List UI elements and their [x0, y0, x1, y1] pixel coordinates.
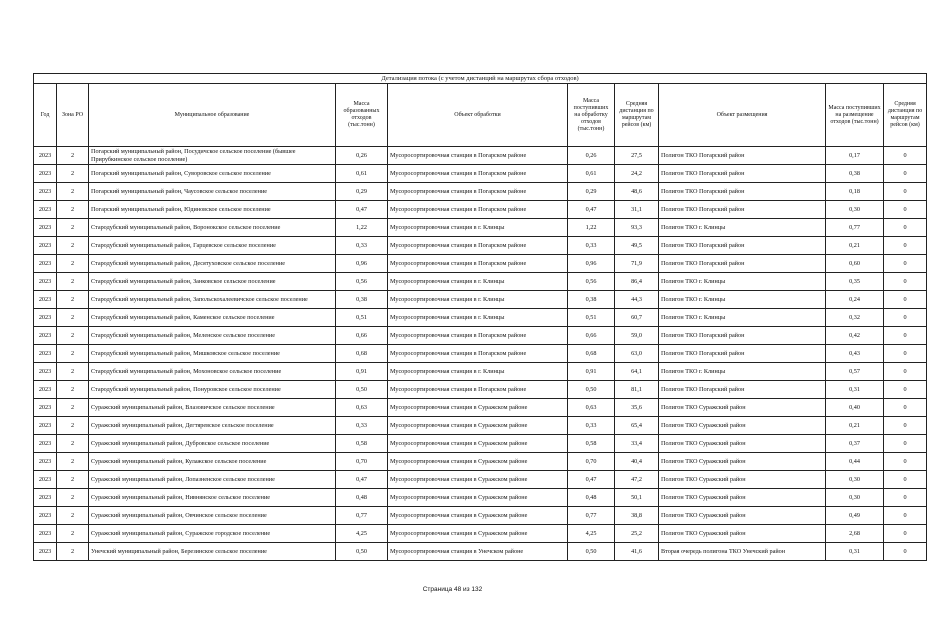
placement-object-cell: Полигон ТКО Погарский район [659, 237, 826, 255]
table-row [34, 543, 927, 561]
zone-cell: 2 [57, 219, 89, 237]
zone-cell: 2 [57, 471, 89, 489]
mass-generated-cell: 0,50 [336, 543, 388, 561]
year-cell: 2023 [34, 507, 57, 525]
avg-distance-2-cell: 0 [884, 381, 927, 399]
year-cell: 2023 [34, 399, 57, 417]
avg-distance-cell: 25,2 [615, 525, 659, 543]
table-row [34, 471, 927, 489]
mass-to-processing-cell: 0,70 [568, 453, 615, 471]
processing-object-cell: Мусоросортировочная станция в Унечском районе [388, 543, 568, 561]
avg-distance-2-cell: 0 [884, 471, 927, 489]
mass-to-processing-cell: 0,26 [568, 147, 615, 165]
mass-to-placement-cell: 2,68 [826, 525, 884, 543]
year-cell: 2023 [34, 147, 57, 165]
mass-generated-cell: 0,47 [336, 471, 388, 489]
municipality-cell: Погарский муниципальный район, Чаусовское сельское поселение [89, 183, 336, 201]
avg-distance-2-cell: 0 [884, 453, 927, 471]
avg-distance-2-cell: 0 [884, 165, 927, 183]
avg-distance-cell: 59,0 [615, 327, 659, 345]
mass-generated-cell: 0,96 [336, 255, 388, 273]
table-row [34, 363, 927, 381]
zone-cell: 2 [57, 183, 89, 201]
processing-object-cell: Мусоросортировочная станция в г. Клинцы [388, 273, 568, 291]
avg-distance-2-cell: 0 [884, 543, 927, 561]
avg-distance-cell: 93,3 [615, 219, 659, 237]
processing-object-cell: Мусоросортировочная станция в Суражском районе [388, 435, 568, 453]
avg-distance-cell: 31,1 [615, 201, 659, 219]
avg-distance-cell: 24,2 [615, 165, 659, 183]
year-cell: 2023 [34, 363, 57, 381]
placement-object-cell: Полигон ТКО Суражский район [659, 399, 826, 417]
year-cell: 2023 [34, 543, 57, 561]
placement-object-cell: Полигон ТКО Суражский район [659, 453, 826, 471]
zone-cell: 2 [57, 525, 89, 543]
header-avg-distance: Средняя дистанция по маршрутам рейсов (км) [615, 84, 659, 147]
mass-generated-cell: 0,56 [336, 273, 388, 291]
municipality-cell: Стародубский муниципальный район, Каменское сельское поселение [89, 309, 336, 327]
year-cell: 2023 [34, 165, 57, 183]
zone-cell: 2 [57, 291, 89, 309]
mass-to-processing-cell: 0,33 [568, 237, 615, 255]
mass-generated-cell: 0,63 [336, 399, 388, 417]
mass-generated-cell: 0,48 [336, 489, 388, 507]
placement-object-cell: Полигон ТКО Погарский район [659, 165, 826, 183]
mass-generated-cell: 1,22 [336, 219, 388, 237]
zone-cell: 2 [57, 201, 89, 219]
municipality-cell: Стародубский муниципальный район, Мишковское сельское поселение [89, 345, 336, 363]
table-row [34, 345, 927, 363]
processing-object-cell: Мусоросортировочная станция в Погарском районе [388, 345, 568, 363]
mass-to-placement-cell: 0,60 [826, 255, 884, 273]
placement-object-cell: Полигон ТКО Погарский район [659, 255, 826, 273]
zone-cell: 2 [57, 327, 89, 345]
mass-to-processing-cell: 0,58 [568, 435, 615, 453]
mass-to-processing-cell: 0,38 [568, 291, 615, 309]
year-cell: 2023 [34, 489, 57, 507]
processing-object-cell: Мусоросортировочная станция в г. Клинцы [388, 309, 568, 327]
municipality-cell: Суражский муниципальный район, Дубровское сельское поселение [89, 435, 336, 453]
mass-generated-cell: 0,51 [336, 309, 388, 327]
header-mass-to-placement: Масса поступивших на размещение отходов (тыс.тонн) [826, 84, 884, 147]
placement-object-cell: Полигон ТКО Суражский район [659, 435, 826, 453]
mass-to-processing-cell: 0,77 [568, 507, 615, 525]
processing-object-cell: Мусоросортировочная станция в Суражском районе [388, 417, 568, 435]
municipality-cell: Погарский муниципальный район, Суворовское сельское поселение [89, 165, 336, 183]
mass-to-placement-cell: 0,21 [826, 417, 884, 435]
avg-distance-2-cell: 0 [884, 417, 927, 435]
year-cell: 2023 [34, 201, 57, 219]
zone-cell: 2 [57, 381, 89, 399]
mass-to-placement-cell: 0,21 [826, 237, 884, 255]
table-row [34, 309, 927, 327]
placement-object-cell: Полигон ТКО Погарский район [659, 183, 826, 201]
avg-distance-2-cell: 0 [884, 147, 927, 165]
mass-generated-cell: 0,33 [336, 237, 388, 255]
placement-object-cell: Полигон ТКО Суражский район [659, 507, 826, 525]
mass-to-processing-cell: 1,22 [568, 219, 615, 237]
processing-object-cell: Мусоросортировочная станция в Суражском районе [388, 507, 568, 525]
mass-to-processing-cell: 0,61 [568, 165, 615, 183]
municipality-cell: Суражский муниципальный район, Овчинское сельское поселение [89, 507, 336, 525]
zone-cell: 2 [57, 435, 89, 453]
avg-distance-2-cell: 0 [884, 489, 927, 507]
mass-to-placement-cell: 0,43 [826, 345, 884, 363]
mass-to-placement-cell: 0,35 [826, 273, 884, 291]
mass-generated-cell: 0,38 [336, 291, 388, 309]
mass-to-placement-cell: 0,42 [826, 327, 884, 345]
processing-object-cell: Мусоросортировочная станция в Погарском районе [388, 237, 568, 255]
mass-to-processing-cell: 0,48 [568, 489, 615, 507]
table-row [34, 489, 927, 507]
placement-object-cell: Полигон ТКО Суражский район [659, 525, 826, 543]
zone-cell: 2 [57, 273, 89, 291]
processing-object-cell: Мусоросортировочная станция в Погарском районе [388, 147, 568, 165]
zone-cell: 2 [57, 507, 89, 525]
avg-distance-cell: 35,6 [615, 399, 659, 417]
avg-distance-cell: 47,2 [615, 471, 659, 489]
mass-to-placement-cell: 0,37 [826, 435, 884, 453]
mass-generated-cell: 0,33 [336, 417, 388, 435]
mass-to-placement-cell: 0,18 [826, 183, 884, 201]
year-cell: 2023 [34, 381, 57, 399]
zone-cell: 2 [57, 543, 89, 561]
year-cell: 2023 [34, 327, 57, 345]
mass-to-placement-cell: 0,40 [826, 399, 884, 417]
header-zone: Зона РО [57, 84, 89, 147]
mass-to-processing-cell: 0,96 [568, 255, 615, 273]
placement-object-cell: Полигон ТКО Суражский район [659, 471, 826, 489]
header-mass-to-processing: Масса поступивших на обработку отходов (тыс.тонн) [568, 84, 615, 147]
zone-cell: 2 [57, 417, 89, 435]
placement-object-cell: Полигон ТКО г. Клинцы [659, 363, 826, 381]
avg-distance-2-cell: 0 [884, 309, 927, 327]
mass-to-placement-cell: 0,38 [826, 165, 884, 183]
year-cell: 2023 [34, 471, 57, 489]
placement-object-cell: Полигон ТКО Погарский район [659, 147, 826, 165]
mass-to-processing-cell: 0,91 [568, 363, 615, 381]
avg-distance-2-cell: 0 [884, 435, 927, 453]
municipality-cell: Суражский муниципальный район, Лопазненское сельское поселение [89, 471, 336, 489]
header-municipality: Муниципальное образование [89, 84, 336, 147]
year-cell: 2023 [34, 273, 57, 291]
municipality-cell: Суражский муниципальный район, Суражское городское поселение [89, 525, 336, 543]
table-row [34, 399, 927, 417]
processing-object-cell: Мусоросортировочная станция в Суражском районе [388, 471, 568, 489]
municipality-cell: Суражский муниципальный район, Кулажское сельское поселение [89, 453, 336, 471]
placement-object-cell: Полигон ТКО Погарский район [659, 381, 826, 399]
avg-distance-cell: 86,4 [615, 273, 659, 291]
avg-distance-cell: 38,8 [615, 507, 659, 525]
avg-distance-2-cell: 0 [884, 237, 927, 255]
avg-distance-cell: 81,1 [615, 381, 659, 399]
mass-generated-cell: 0,29 [336, 183, 388, 201]
mass-generated-cell: 0,66 [336, 327, 388, 345]
year-cell: 2023 [34, 255, 57, 273]
municipality-cell: Стародубский муниципальный район, Понуровское сельское поселение [89, 381, 336, 399]
placement-object-cell: Полигон ТКО г. Клинцы [659, 291, 826, 309]
avg-distance-2-cell: 0 [884, 291, 927, 309]
mass-to-processing-cell: 0,50 [568, 543, 615, 561]
municipality-cell: Суражский муниципальный район, Влазовичское сельское поселение [89, 399, 336, 417]
municipality-cell: Стародубский муниципальный район, Занковское сельское поселение [89, 273, 336, 291]
municipality-cell: Унечский муниципальный район, Березинское сельское поселение [89, 543, 336, 561]
mass-to-placement-cell: 0,30 [826, 489, 884, 507]
placement-object-cell: Полигон ТКО г. Клинцы [659, 309, 826, 327]
avg-distance-cell: 71,9 [615, 255, 659, 273]
avg-distance-cell: 64,1 [615, 363, 659, 381]
table-row [34, 453, 927, 471]
municipality-cell: Стародубский муниципальный район, Мохоновское сельское поселение [89, 363, 336, 381]
avg-distance-cell: 41,6 [615, 543, 659, 561]
table-row [34, 327, 927, 345]
header-avg-distance-2: Средняя дистанция по маршрутам рейсов (км) [884, 84, 927, 147]
zone-cell: 2 [57, 165, 89, 183]
placement-object-cell: Полигон ТКО Погарский район [659, 201, 826, 219]
mass-to-placement-cell: 0,31 [826, 381, 884, 399]
zone-cell: 2 [57, 147, 89, 165]
avg-distance-2-cell: 0 [884, 525, 927, 543]
mass-to-processing-cell: 0,56 [568, 273, 615, 291]
municipality-cell: Стародубский муниципальный район, Запольскохалеевичское сельское поселение [89, 291, 336, 309]
placement-object-cell: Полигон ТКО Погарский район [659, 345, 826, 363]
mass-to-processing-cell: 0,47 [568, 471, 615, 489]
year-cell: 2023 [34, 417, 57, 435]
table-row [34, 273, 927, 291]
table-caption: Детализация потока (с учетом дистанций на маршрутах сбора отходов) [34, 74, 927, 84]
processing-object-cell: Мусоросортировочная станция в Суражском районе [388, 525, 568, 543]
placement-object-cell: Полигон ТКО г. Клинцы [659, 273, 826, 291]
table-row [34, 255, 927, 273]
zone-cell: 2 [57, 363, 89, 381]
municipality-cell: Погарский муниципальный район, Юдиновское сельское поселение [89, 201, 336, 219]
avg-distance-2-cell: 0 [884, 219, 927, 237]
avg-distance-2-cell: 0 [884, 183, 927, 201]
mass-to-processing-cell: 0,50 [568, 381, 615, 399]
mass-to-placement-cell: 0,24 [826, 291, 884, 309]
mass-generated-cell: 0,26 [336, 147, 388, 165]
table-row [34, 183, 927, 201]
municipality-cell: Стародубский муниципальный район, Меленское сельское поселение [89, 327, 336, 345]
table-row [34, 507, 927, 525]
avg-distance-cell: 65,4 [615, 417, 659, 435]
processing-object-cell: Мусоросортировочная станция в Погарском районе [388, 327, 568, 345]
municipality-cell: Стародубский муниципальный район, Воронокское сельское поселение [89, 219, 336, 237]
mass-to-placement-cell: 0,77 [826, 219, 884, 237]
table-row [34, 147, 927, 165]
table-row [34, 237, 927, 255]
mass-to-processing-cell: 0,63 [568, 399, 615, 417]
zone-cell: 2 [57, 309, 89, 327]
year-cell: 2023 [34, 345, 57, 363]
table-row [34, 435, 927, 453]
header-placement-object: Объект размещения [659, 84, 826, 147]
mass-to-placement-cell: 0,30 [826, 471, 884, 489]
page-number: Страница 48 из 132 [422, 586, 483, 593]
year-cell: 2023 [34, 309, 57, 327]
mass-generated-cell: 0,77 [336, 507, 388, 525]
table-row [34, 201, 927, 219]
avg-distance-2-cell: 0 [884, 507, 927, 525]
year-cell: 2023 [34, 183, 57, 201]
mass-generated-cell: 0,61 [336, 165, 388, 183]
mass-to-placement-cell: 0,17 [826, 147, 884, 165]
mass-to-processing-cell: 0,68 [568, 345, 615, 363]
year-cell: 2023 [34, 435, 57, 453]
mass-to-processing-cell: 0,33 [568, 417, 615, 435]
mass-to-processing-cell: 0,29 [568, 183, 615, 201]
avg-distance-2-cell: 0 [884, 363, 927, 381]
mass-to-placement-cell: 0,31 [826, 543, 884, 561]
processing-object-cell: Мусоросортировочная станция в Погарском районе [388, 183, 568, 201]
placement-object-cell: Полигон ТКО Суражский район [659, 489, 826, 507]
avg-distance-cell: 60,7 [615, 309, 659, 327]
zone-cell: 2 [57, 255, 89, 273]
table-row [34, 165, 927, 183]
mass-to-placement-cell: 0,30 [826, 201, 884, 219]
zone-cell: 2 [57, 237, 89, 255]
avg-distance-2-cell: 0 [884, 345, 927, 363]
header-year: Год [34, 84, 57, 147]
avg-distance-2-cell: 0 [884, 201, 927, 219]
avg-distance-cell: 49,5 [615, 237, 659, 255]
mass-generated-cell: 0,70 [336, 453, 388, 471]
municipality-cell: Стародубский муниципальный район, Гарцевское сельское поселение [89, 237, 336, 255]
zone-cell: 2 [57, 453, 89, 471]
avg-distance-cell: 48,6 [615, 183, 659, 201]
municipality-cell: Погарский муниципальный район, Посудичское сельское поселение (бывшее Прирубкинское сельское поселение) [89, 147, 336, 165]
mass-to-placement-cell: 0,32 [826, 309, 884, 327]
zone-cell: 2 [57, 399, 89, 417]
avg-distance-cell: 33,4 [615, 435, 659, 453]
table-row [34, 291, 927, 309]
avg-distance-2-cell: 0 [884, 255, 927, 273]
processing-object-cell: Мусоросортировочная станция в Суражском районе [388, 489, 568, 507]
municipality-cell: Суражский муниципальный район, Дегтяревское сельское поселение [89, 417, 336, 435]
mass-to-processing-cell: 0,51 [568, 309, 615, 327]
avg-distance-2-cell: 0 [884, 273, 927, 291]
mass-to-placement-cell: 0,57 [826, 363, 884, 381]
waste-flow-table [33, 73, 927, 561]
mass-to-processing-cell: 0,47 [568, 201, 615, 219]
year-cell: 2023 [34, 453, 57, 471]
placement-object-cell: Полигон ТКО Погарский район [659, 327, 826, 345]
year-cell: 2023 [34, 237, 57, 255]
placement-object-cell: Полигон ТКО г. Клинцы [659, 219, 826, 237]
mass-to-placement-cell: 0,49 [826, 507, 884, 525]
zone-cell: 2 [57, 489, 89, 507]
mass-to-processing-cell: 0,66 [568, 327, 615, 345]
municipality-cell: Суражский муниципальный район, Нивнянское сельское поселение [89, 489, 336, 507]
processing-object-cell: Мусоросортировочная станция в Погарском районе [388, 165, 568, 183]
header-mass-generated: Масса образованных отходов (тыс.тонн) [336, 84, 388, 147]
processing-object-cell: Мусоросортировочная станция в Погарском районе [388, 201, 568, 219]
table-row [34, 381, 927, 399]
avg-distance-cell: 40,4 [615, 453, 659, 471]
table-row [34, 417, 927, 435]
zone-cell: 2 [57, 345, 89, 363]
avg-distance-cell: 44,3 [615, 291, 659, 309]
year-cell: 2023 [34, 291, 57, 309]
year-cell: 2023 [34, 219, 57, 237]
mass-to-placement-cell: 0,44 [826, 453, 884, 471]
placement-object-cell: Вторая очередь полигона ТКО Унечский район [659, 543, 826, 561]
mass-generated-cell: 4,25 [336, 525, 388, 543]
processing-object-cell: Мусоросортировочная станция в Погарском районе [388, 381, 568, 399]
avg-distance-cell: 63,0 [615, 345, 659, 363]
mass-to-processing-cell: 4,25 [568, 525, 615, 543]
year-cell: 2023 [34, 525, 57, 543]
mass-generated-cell: 0,68 [336, 345, 388, 363]
processing-object-cell: Мусоросортировочная станция в г. Клинцы [388, 219, 568, 237]
processing-object-cell: Мусоросортировочная станция в г. Клинцы [388, 291, 568, 309]
table-row [34, 219, 927, 237]
header-processing-object: Объект обработки [388, 84, 568, 147]
municipality-cell: Стародубский муниципальный район, Десятуховское сельское поселение [89, 255, 336, 273]
processing-object-cell: Мусоросортировочная станция в Суражском районе [388, 453, 568, 471]
mass-generated-cell: 0,58 [336, 435, 388, 453]
mass-generated-cell: 0,91 [336, 363, 388, 381]
processing-object-cell: Мусоросортировочная станция в г. Клинцы [388, 363, 568, 381]
mass-generated-cell: 0,50 [336, 381, 388, 399]
processing-object-cell: Мусоросортировочная станция в Суражском районе [388, 399, 568, 417]
avg-distance-cell: 27,5 [615, 147, 659, 165]
mass-generated-cell: 0,47 [336, 201, 388, 219]
avg-distance-cell: 50,1 [615, 489, 659, 507]
processing-object-cell: Мусоросортировочная станция в Погарском районе [388, 255, 568, 273]
avg-distance-2-cell: 0 [884, 327, 927, 345]
placement-object-cell: Полигон ТКО Суражский район [659, 417, 826, 435]
avg-distance-2-cell: 0 [884, 399, 927, 417]
table-row [34, 525, 927, 543]
